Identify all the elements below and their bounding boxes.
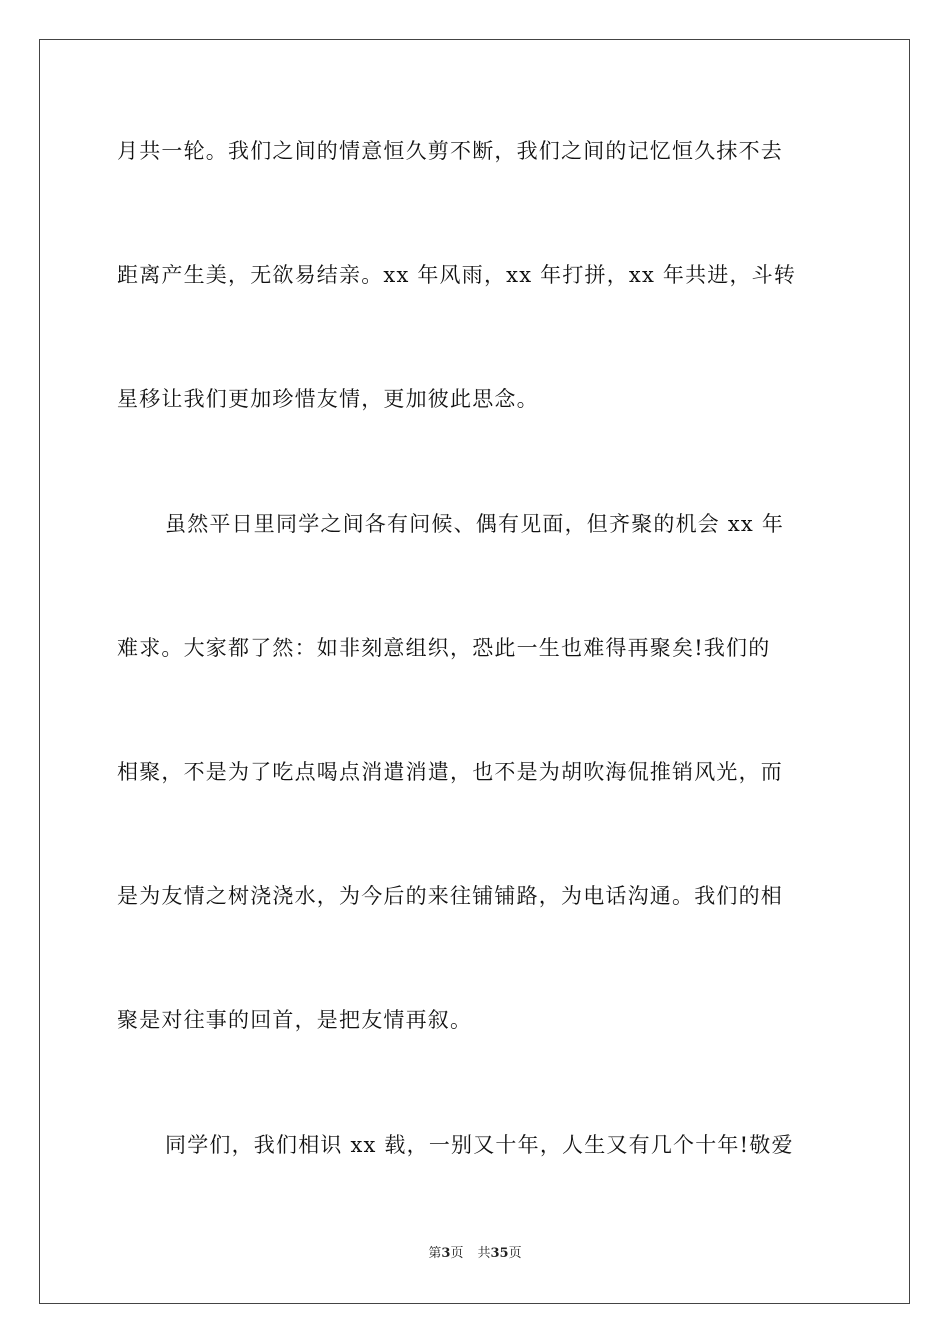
page-footer: [0, 1245, 950, 1263]
page-suffix: 页: [450, 1246, 464, 1261]
text-line: 难求。大家都了然：如非刻意组织，恐此一生也难得再聚矣!我们的: [117, 636, 771, 660]
page-border: [39, 39, 910, 1304]
text-line: 聚是对往事的回首，是把友情再叙。: [117, 1008, 473, 1032]
text-line: 距离产生美，无欲易结亲。xx 年风雨，xx 年打拼，xx 年共进，斗转: [117, 263, 797, 287]
text-line: 相聚，不是为了吃点喝点消遣消遣，也不是为胡吹海侃推销风光，而: [117, 760, 783, 784]
total-pages: 35: [490, 1246, 509, 1261]
text-line: 月共一轮。我们之间的情意恒久剪不断，我们之间的记忆恒久抹不去: [117, 139, 783, 163]
text-line: 星移让我们更加珍惜友情，更加彼此思念。: [117, 387, 539, 411]
page-number: 3: [441, 1246, 451, 1261]
total-prefix: 共: [477, 1246, 491, 1261]
text-line: 同学们，我们相识 xx 载，一别又十年，人生又有几个十年!敬爱: [165, 1133, 794, 1157]
page-prefix: 第: [428, 1246, 442, 1261]
text-line: 虽然平日里同学之间各有问候、偶有见面，但齐聚的机会 xx 年: [165, 512, 785, 536]
text-line: 是为友情之树浇浇水，为今后的来往铺铺路，为电话沟通。我们的相: [117, 884, 783, 908]
total-suffix: 页: [508, 1246, 522, 1261]
